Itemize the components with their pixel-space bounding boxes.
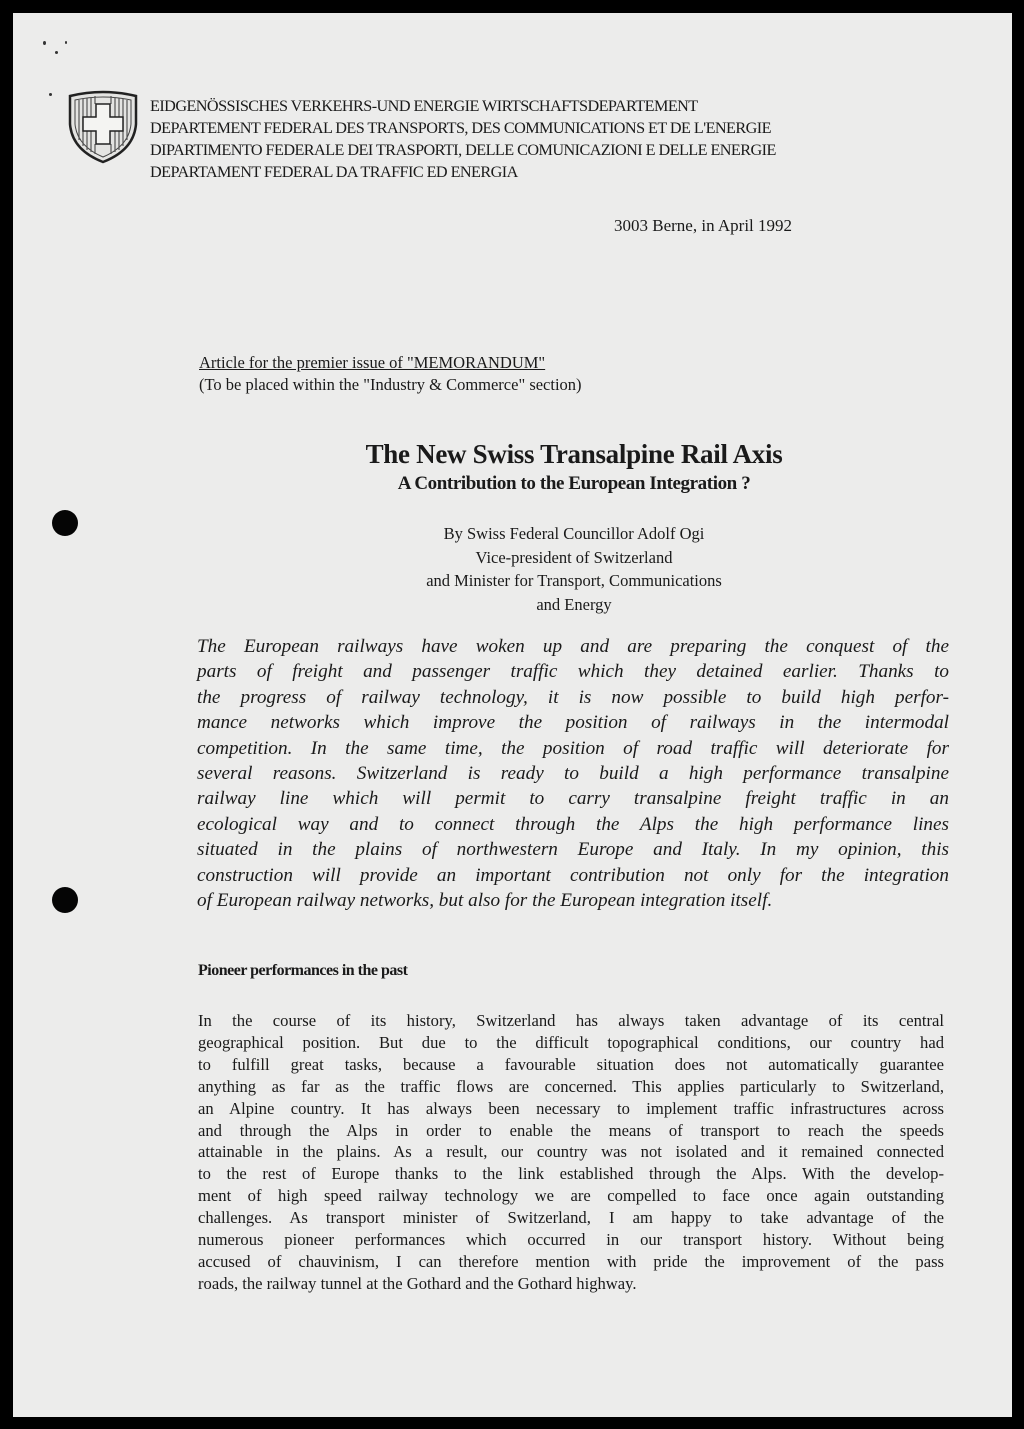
- intro-line: several reasons. Switzerland is ready to build a high performance transalpine: [197, 763, 949, 785]
- body-line: ment of high speed railway technology we are compelled to face once again outstanding: [198, 1186, 944, 1206]
- body-line: to fulfill great tasks, because a favourable situation does not automatically guarantee: [198, 1054, 944, 1074]
- intro-paragraph: [197, 634, 949, 913]
- intro-line: of European railway networks, but also for the European integration itself.: [197, 890, 773, 912]
- article-note-publication: Article for the premier issue of "MEMORANDUM": [199, 353, 546, 372]
- intro-line: the progress of railway technology, it is now possible to build high perfor-: [197, 686, 949, 708]
- intro-line: competition. In the same time, the position of road traffic will deteriorate for: [197, 737, 949, 759]
- intro-line: railway line which will permit to carry transalpine freight traffic in an: [197, 788, 949, 810]
- letterhead-line-romansh: DEPARTAMENT FEDERAL DA TRAFFIC ED ENERGIA: [150, 163, 518, 181]
- body-line: anything as far as the traffic flows are concerned. This applies particularly to Switzerland,: [198, 1076, 944, 1096]
- body-line: to the rest of Europe thanks to the link established through the Alps. With the develop-: [198, 1164, 944, 1184]
- intro-line: The European railways have woken up and are preparing the conquest of the: [197, 636, 949, 657]
- document-page: [13, 13, 1012, 1417]
- scan-speck: [43, 41, 46, 45]
- section-heading: Pioneer performances in the past: [198, 962, 408, 979]
- intro-line: mance networks which improve the position of railways in the intermodal: [197, 712, 949, 734]
- article-note-section: (To be placed within the "Industry & Commerce" section): [199, 375, 582, 394]
- letterhead-line-german: EIDGENÖSSISCHES VERKEHRS-UND ENERGIE WIRTSCHAFTSDEPARTEMENT: [150, 97, 698, 115]
- byline-line: By Swiss Federal Councillor Adolf Ogi: [443, 524, 705, 543]
- body-line: In the course of its history, Switzerland has always taken advantage of its central: [198, 1011, 944, 1030]
- byline-line: and Minister for Transport, Communications: [426, 571, 722, 590]
- intro-line: situated in the plains of northwestern Europe and Italy. In my opinion, this: [197, 839, 949, 861]
- punch-hole: [52, 510, 78, 536]
- article-title: The New Swiss Transalpine Rail Axis: [365, 439, 783, 469]
- body-line: attainable in the plains. As a result, our country was not isolated and it remained connected: [198, 1142, 944, 1162]
- body-line: numerous pioneer performances which occurred in our transport history. Without being: [198, 1230, 944, 1250]
- article-subtitle: A Contribution to the European Integration ?: [397, 473, 751, 494]
- letterhead-line-french: DEPARTEMENT FEDERAL DES TRANSPORTS, DES COMMUNICATIONS ET DE L'ENERGIE: [150, 119, 771, 137]
- section-paragraph: [198, 1010, 944, 1295]
- article-note: [199, 352, 582, 396]
- body-line: an Alpine country. It has always been necessary to implement traffic infrastructures across: [198, 1098, 944, 1118]
- byline: [199, 522, 949, 616]
- intro-line: parts of freight and passenger traffic which they detained earlier. Thanks to: [197, 661, 949, 683]
- swiss-cross-shield-icon: [66, 90, 140, 164]
- scan-speck: [49, 93, 52, 96]
- intro-line: construction will provide an important contribution not only for the integration: [197, 864, 949, 886]
- scan-speck: [65, 41, 67, 44]
- scan-speck: [55, 51, 58, 54]
- body-line: accused of chauvinism, I can therefore mention with pride the improvement of the pass: [198, 1251, 944, 1271]
- date-line: 3003 Berne, in April 1992: [614, 216, 793, 235]
- punch-hole: [52, 887, 78, 913]
- title-block: [199, 436, 949, 496]
- body-line: challenges. As transport minister of Switzerland, I am happy to take advantage of the: [198, 1208, 944, 1228]
- intro-line: ecological way and to connect through the Alps the high performance lines: [197, 813, 949, 835]
- body-line: geographical position. But due to the difficult topographical conditions, our country had: [198, 1032, 944, 1052]
- byline-line: and Energy: [536, 594, 612, 614]
- department-letterhead: [150, 95, 776, 183]
- body-line: and through the Alps in order to enable the means of transport to reach the speeds: [198, 1120, 944, 1140]
- letterhead-line-italian: DIPARTIMENTO FEDERALE DEI TRASPORTI, DELLE COMUNICAZIONI E DELLE ENERGIE: [150, 141, 776, 159]
- body-line: roads, the railway tunnel at the Gothard and the Gothard highway.: [198, 1273, 637, 1293]
- byline-line: Vice-president of Switzerland: [475, 547, 673, 567]
